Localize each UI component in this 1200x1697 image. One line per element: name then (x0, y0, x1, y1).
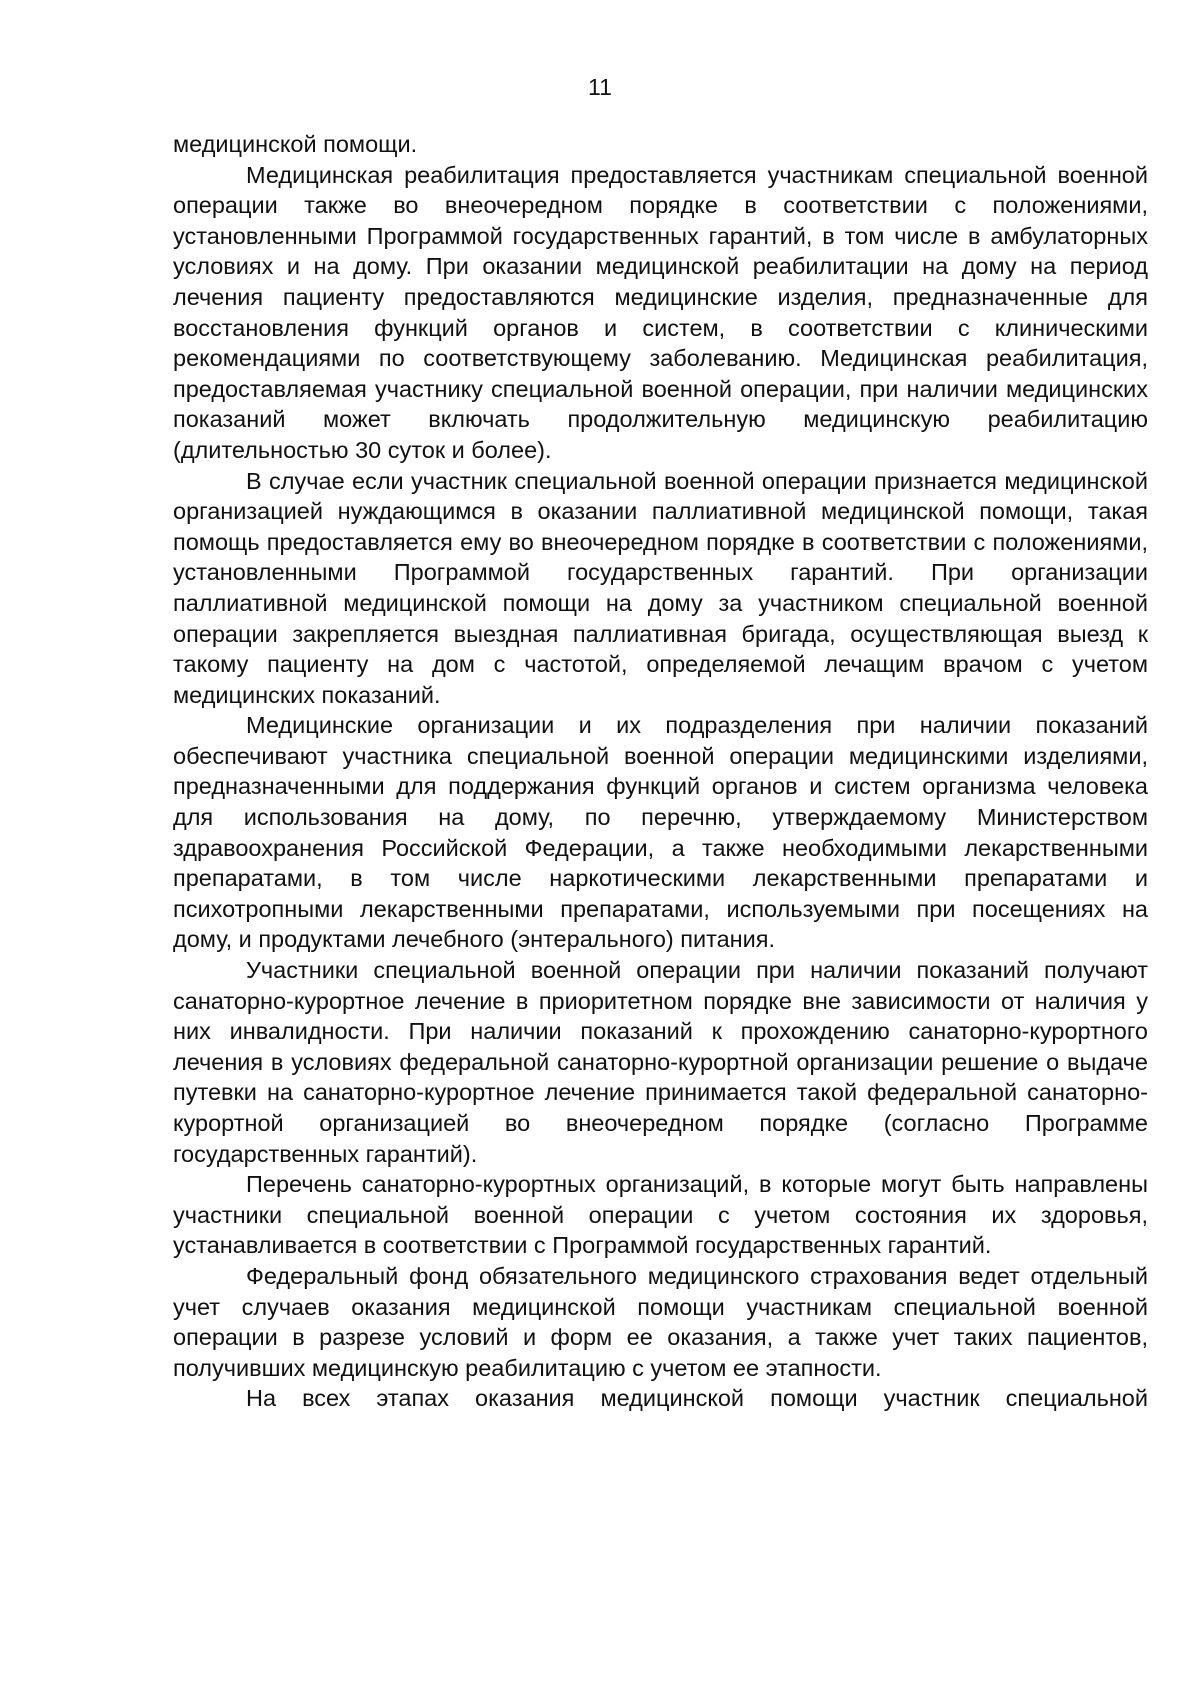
paragraph-sanatorium-list: Перечень санаторно-курортных организаций, в которые могут быть направлены участники специальной военной операции с учетом состояния их здоровья, устанавливается в соответствии с Программой государственных гарантий. (173, 1171, 1148, 1259)
paragraph-all-stages: На всех этапах оказания медицинской помощи участник специальной (246, 1385, 1148, 1412)
paragraph-medical-devices: Медицинские организации и их подразделения при наличии показаний обеспечивают участника специальной военной операции медицинскими изделиями, предназначенными для поддержания функций органов и систем организма человека для использования на дому, по перечню, утверждаемому Министерством здравоохранения Российской Федерации, а также необходимыми лекарственными препаратами, в том числе наркотическими лекарственными препаратами и психотропными лекарственными препаратами, используемыми при посещениях на дому, и продуктами лечебного (энтерального) питания. (173, 712, 1148, 953)
paragraph-sanatorium-treatment: Участники специальной военной операции при наличии показаний получают санаторно-курортное лечение в приоритетном порядке вне зависимости от наличия у них инвалидности. При наличии показаний к прохождению санаторно-курортного лечения в условиях федеральной санаторно-курортной организации решение о выдаче путевки на санаторно-курортное лечение принимается такой федеральной санаторно-курортной организацией во внеочередном порядке (согласно Программе государственных гарантий). (173, 957, 1148, 1167)
paragraph-continuation: медицинской помощи. (173, 131, 418, 157)
paragraph-ffoms-accounting: Федеральный фонд обязательного медицинского страхования ведет отдельный учет случаев оказания медицинской помощи участникам специальной военной операции в разрезе условий и форм ее оказания, а также учет таких пациентов, получивших медицинскую реабилитацию с учетом ее этапности. (173, 1262, 1148, 1381)
paragraph-medical-rehabilitation: Медицинская реабилитация предоставляется участникам специальной военной операции также во внеочередном порядке в соответствии с положениями, установленными Программой государственных гарантий, в том числе в амбулаторных условиях и на дому. При оказании медицинской реабилитации на дому на период лечения пациенту предоставляются медицинские изделия, предназначенные для восстановления функций органов и систем, в соответствии с клиническими рекомендациями по соответствующему заболеванию. Медицинская реабилитация, предоставляемая участнику специальной военной операции, при наличии медицинских показаний может включать продолжительную медицинскую реабилитацию (длительностью 30 суток и более). (173, 161, 1148, 463)
page-number: 11 (588, 74, 612, 100)
paragraph-palliative-care: В случае если участник специальной военной операции признается медицинской организацией нуждающимся в оказании паллиативной медицинской помощи, такая помощь предоставляется ему во внеочередном порядке в соответствии с положениями, установленными Программой государственных гарантий. При организации паллиативной медицинской помощи на дому за участником специальной военной операции закрепляется выездная паллиативная бригада, осуществляющая выезд к такому пациенту на дом с частотой, определяемой лечащим врачом с учетом медицинских показаний. (173, 467, 1148, 708)
document-body (173, 129, 1148, 1414)
